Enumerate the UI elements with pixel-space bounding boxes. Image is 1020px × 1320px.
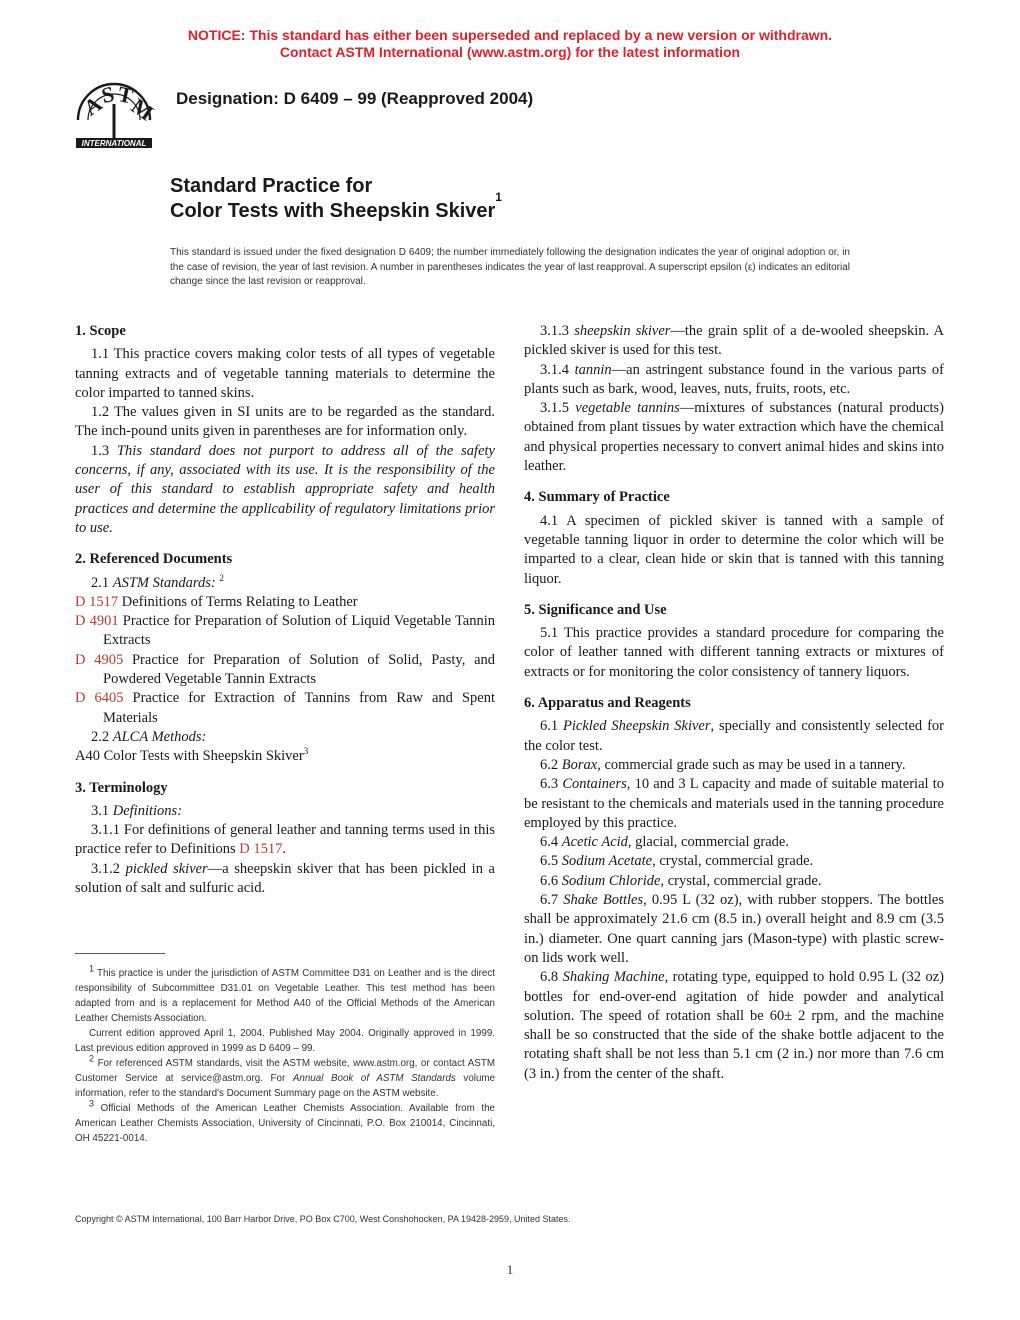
paragraph-3-1: 3.1 Definitions: (91, 802, 183, 819)
reference-link[interactable]: D 1517 (75, 593, 119, 610)
reference-item: D 1517 Definitions of Terms Relating to Leather (75, 593, 358, 610)
footnote-divider (75, 953, 165, 954)
paragraph-1-1: 1.1 This practice covers making color tests of all types of vegetable tanning extracts and of vegetable tanning materials to determine the color imparted to tanned skins. (75, 346, 495, 401)
logo-subtext: INTERNATIONAL (81, 139, 147, 148)
reference-item: D 4901 Practice for Preparation of Solution of Liquid Vegetable Tannin Extracts (75, 613, 495, 649)
paragraph-1-2: 1.2 The values given in SI units are to be regarded as the standard. The inch-pound units given in parentheses are for information only. (75, 404, 495, 440)
notice-line-1: NOTICE: This standard has either been superseded and replaced by a new version or withdrawn. (187, 27, 833, 43)
apparatus-item: 6.5 Sodium Acetate, crystal, commercial grade. (540, 853, 814, 870)
paragraph-4-1: 4.1 A specimen of pickled skiver is tanned with a sample of vegetable tanning liquor in order to determine the color which will be imparted to a clear, clean hide or skin that is tanned with this tanning liquor. (524, 512, 944, 587)
footnote-3: $^3$ Official Methods of the American Leather Chemists Association. Available from the American Leather Chemists Association, University of Cincinnati, P.O. Box 210014, Cincinnati, OH 45221-0014. (75, 1098, 495, 1144)
page-number: 1 (506, 1262, 514, 1277)
left-column (75, 322, 495, 898)
footnote-1: $^1$ This practice is under the jurisdiction of ASTM Committee D31 on Leather and is the direct responsibility of Subcommittee D31.01 on Vegetable Leather. This test method has been adapted from and is a replacement for Method A40 of the Official Methods of the American Leather Chemists Association. (75, 963, 495, 1024)
svg-text:M: M (126, 93, 159, 126)
apparatus-item: 6.7 Shake Bottles, 0.95 L (32 oz), with rubber stoppers. The bottles shall be approximately 21.6 cm (8.5 in.) overall height and 8.9 cm (3.5 in.) diameter. One quart canning jars (Mason-type) with plastic screw-on lids work well. (524, 892, 944, 966)
apparatus-item: 6.1 Pickled Sheepskin Skiver, specially and consistently selected for the color test. (524, 718, 944, 754)
designation: Designation: D 6409 – 99 (Reapproved 2004) (176, 89, 534, 108)
svg-text:S: S (99, 81, 117, 109)
title-line-2: Color Tests with Sheepskin Skiver$^1$ (170, 190, 502, 222)
definitions-link[interactable]: D 1517 (239, 841, 283, 858)
paragraph-3-1-3: 3.1.3 sheepskin skiver—the grain split of a de-wooled sheepskin. A pickled skiver is used for this test. (524, 323, 944, 359)
reference-link[interactable]: D 4905 (75, 651, 124, 668)
paragraph-5-1: 5.1 This practice provides a standard procedure for comparing the color of leather tanned with different tanning extracts or mixtures of extracts or for monitoring the color consistency of tannery liquors. (524, 625, 944, 680)
svg-text:A: A (79, 90, 107, 121)
section-heading-summary: 4. Summary of Practice (524, 489, 670, 506)
section-heading-significance: 5. Significance and Use (524, 601, 667, 618)
paragraph-3-1-4: 3.1.4 tannin—an astringent substance found in the various parts of plants such as bark, wood, leaves, nuts, fruits, roots, etc. (524, 361, 944, 397)
reference-item: D 4905 Practice for Preparation of Solution of Solid, Pasty, and Powdered Vegetable Tannin Extracts (75, 651, 496, 688)
section-heading-terminology: 3. Terminology (75, 779, 168, 796)
paragraph-3-1-1: 3.1.1 For definitions of general leather and tanning terms used in this practice refer to Definitions D 1517. (75, 822, 495, 858)
svg-text:T: T (115, 81, 136, 109)
reference-link[interactable]: D 6405 (75, 690, 124, 707)
paragraph-2-2: 2.2 ALCA Methods: (91, 728, 207, 745)
alca-method-a40: A40 Color Tests with Sheepskin Skiver$^3$ (75, 746, 309, 765)
reference-link[interactable]: D 4901 (75, 613, 119, 630)
apparatus-item: 6.6 Sodium Chloride, crystal, commercial grade. (540, 872, 822, 889)
apparatus-item: 6.2 Borax, commercial grade such as may be used in a tannery. (540, 756, 906, 773)
section-heading-apparatus: 6. Apparatus and Reagents (524, 695, 691, 712)
paragraph-1-3: 1.3 This standard does not purport to address all of the safety concerns, if any, associated with its use. It is the responsibility of the user of this standard to establish appropriate safety and health practices and determine the applicability of regulatory limitations prior to use. (75, 442, 495, 536)
paragraph-3-1-5: 3.1.5 vegetable tannins—mixtures of substances (natural products) obtained from plant tissues by water extraction which have the chemical and physical properties necessary to convert animal hides and skins into leather. (524, 400, 944, 475)
footnotes (75, 963, 496, 1146)
right-column (524, 322, 944, 1084)
apparatus-item: 6.4 Acetic Acid, glacial, commercial grade. (540, 834, 789, 851)
copyright-line: Copyright © ASTM International, 100 Barr Harbor Drive, PO Box C700, West Conshohocken, PA 19428-2959, United States. (75, 1214, 571, 1224)
title-footnote-ref: 1 (495, 190, 502, 204)
astm-logo-icon (66, 74, 162, 152)
section-heading-scope: 1. Scope (75, 323, 126, 339)
footnote-2: $^2$ For referenced ASTM standards, visit the ASTM website, www.astm.org, or contact ASTM Customer Service at service@astm.org. For Annual Book of ASTM Standards volume information, refer to the standard's Document Summary page on the ASTM website. (75, 1053, 496, 1099)
notice-line-2: Contact ASTM International (www.astm.org) for the latest information (279, 44, 741, 60)
footnote-1-edition: Current edition approved April 1, 2004. Published May 2004. Originally approved in 1999. Last previous edition approved in 1999 as D 6409 – 99. (75, 1028, 495, 1054)
apparatus-item: 6.3 Containers, 10 and 3 L capacity and made of suitable material to be resistant to the chemicals and materials used in the tanning procedure employed by this practice. (524, 776, 944, 831)
paragraph-3-1-2: 3.1.2 pickled skiver—a sheepskin skiver that has been pickled in a solution of salt and sulfuric acid. (75, 860, 495, 897)
paragraph-2-1: 2.1 ASTM Standards: $^2$ (91, 572, 224, 591)
document-title (170, 174, 502, 224)
withdrawal-notice (0, 27, 1020, 61)
issuance-statement: This standard is issued under the fixed designation D 6409; the number immediately following the designation indicates the year of original adoption or, in the case of revision, the year of last revision. A number in parentheses indicates the year of last reapproval. A superscript epsilon (ε) indicates an editorial change since the last revision or reapproval. (170, 247, 850, 287)
apparatus-item: 6.8 Shaking Machine, rotating type, equipped to hold 0.95 L (32 oz) bottles for end-over-end agitation of hide powder and analytical solution. The speed of rotation shall be 60± 2 rpm, and the machine shall be so constructed that the side of the shake bottle adjacent to the rotating shaft shall be not less than 5.1 cm (2 in.) nor more than 7.6 cm (3 in.) from the center of the shaft. (524, 969, 945, 1082)
title-line-1: Standard Practice for (170, 175, 373, 197)
section-heading-referenced-documents: 2. Referenced Documents (75, 551, 233, 568)
reference-item: D 6405 Practice for Extraction of Tannins from Raw and Spent Materials (75, 690, 495, 726)
